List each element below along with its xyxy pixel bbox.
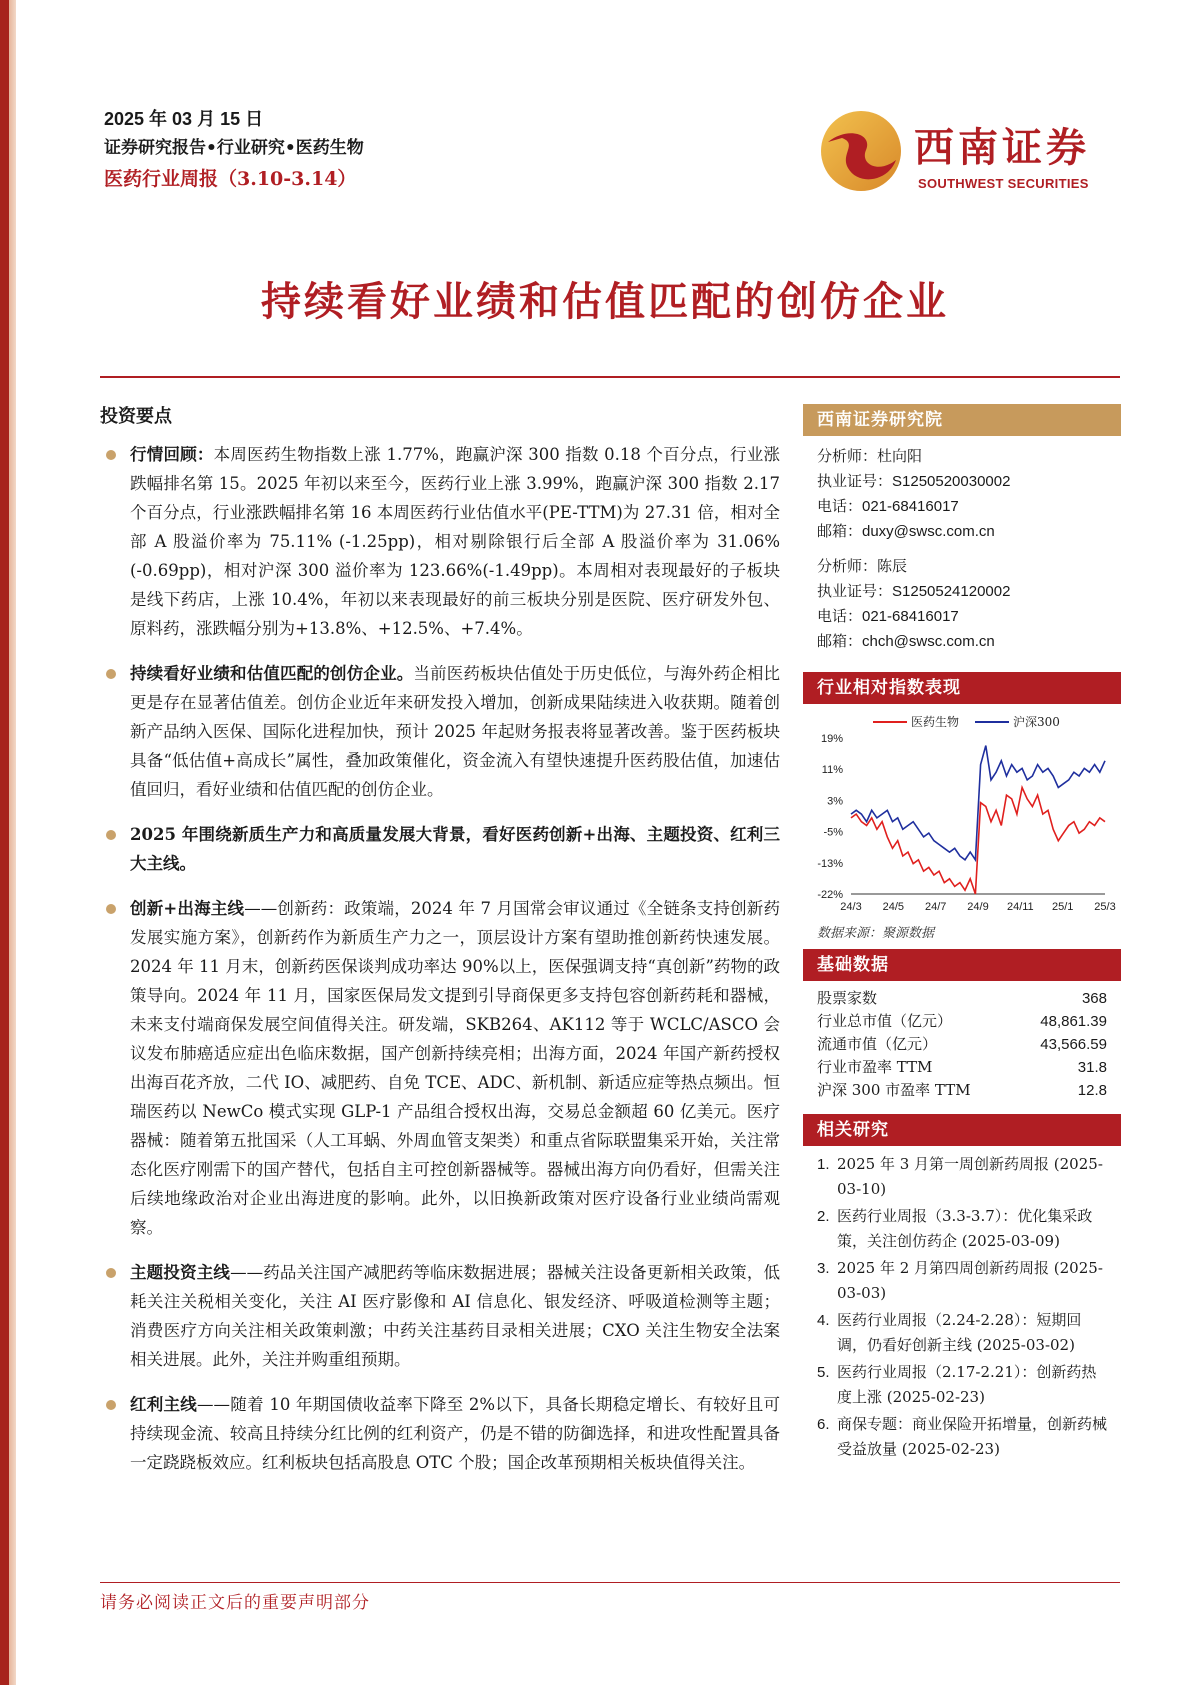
legend-label: 沪深300 [1013,715,1060,729]
y-tick-label: 3% [827,795,843,808]
stat-label: 股票家数 [817,989,878,1007]
research-num: 4. [817,1312,830,1329]
related-research-header: 相关研究 [803,1114,1121,1146]
bullet-head: 主题投资主线 [130,1263,231,1282]
y-tick-label: -13% [817,857,843,870]
basic-data-table [803,981,1121,1108]
logo-text-en: SOUTHWEST SECURITIES [918,176,1089,191]
analyst-phone: 电话：021-68416017 [817,498,959,515]
stat-row [817,1056,1107,1079]
report-series: 医药行业周报（3.10-3.14） [104,168,357,190]
chart-source: 数据来源：聚源数据 [817,926,935,941]
stat-row [817,987,1107,1010]
report-header [104,105,364,195]
research-link[interactable] [817,1204,1111,1254]
stat-row [817,1079,1107,1102]
bullet-dot-icon [106,1400,116,1410]
analyst-cert: 执业证号：S1250524120002 [817,583,1011,600]
x-tick-label: 24/5 [882,901,905,913]
index-chart [803,704,1121,918]
stat-label: 沪深 300 市盈率 TTM [817,1081,971,1099]
research-title: 商保专题：商业保险开拓增量，创新药械受益放量 (2025-02-23) [837,1415,1108,1458]
research-title: 2025 年 2 月第四周创新药周报 (2025-03-03) [837,1259,1103,1302]
bullet-dot-icon [106,450,116,460]
stat-label: 行业市盈率 TTM [817,1058,933,1076]
research-link[interactable] [817,1256,1111,1306]
footer-divider [100,1582,1120,1583]
stat-label: 流通市值（亿元） [817,1035,938,1053]
stat-value: 12.8 [1077,1082,1107,1099]
research-num: 5. [817,1364,830,1381]
x-tick-label: 24/9 [967,901,989,913]
bullet-market-review [100,440,780,643]
stat-row [817,1010,1107,1033]
x-tick-label: 24/7 [924,901,947,913]
left-edge-stripe [0,0,16,1685]
analyst-name: 分析师：陈辰 [817,557,908,575]
x-tick-label: 25/1 [1051,901,1074,913]
sidebar [803,404,1121,1464]
logo-mark-icon [818,108,904,194]
analyst-name: 分析师：杜向阳 [817,447,923,465]
y-tick-label: 11% [821,764,843,777]
research-title: 医药行业周报（2.24-2.28）：短期回调，仍看好创新主线 (2025-03-02) [837,1311,1082,1354]
analyst-email[interactable]: 邮箱：duxy@swsc.com.cn [817,523,995,540]
report-title: 持续看好业绩和估值匹配的创仿企业 [261,278,949,325]
analyst-email[interactable]: 邮箱：chch@swsc.com.cn [817,633,995,650]
basic-data-header: 基础数据 [803,949,1121,981]
analyst-info [803,436,1121,660]
research-title: 2025 年 3 月第一周创新药周报 (2025-03-10) [837,1155,1103,1198]
research-num: 1. [817,1156,830,1173]
research-num: 6. [817,1416,830,1433]
bullet-body: 本周医药生物指数上涨 1.77%，跑赢沪深 300 指数 0.18 个百分点，行业涨跌幅排名第 15。2025 年初以来至今，医药行业上涨 3.99%，跑赢沪深 300 指数 2.17 个百分点，行业涨跌幅排名第 16 本周医药行业估值水平(PE-TTM)为 27.31 倍，相对全部 A 股溢价率为 75.11% (-1.25pp)，相对剔除银行后全部 A 股溢价率为 31.06%(-0.69pp)，相对沪深 300 溢价率为 123.66%(-1.49pp)。本周相对表现最好的子板块是线下药店，上涨 10.4%，年初以来表现最好的前三板块分别是医院、医疗研发外包、原料药，涨跌幅分别为+13.8%、+12.5%、+7.4%。 [130,445,781,638]
research-link[interactable] [817,1360,1111,1410]
stat-value: 31.8 [1077,1059,1107,1076]
bullet-dividend [100,1390,780,1477]
report-type: 证券研究报告•行业研究•医药生物 [104,138,364,158]
research-link[interactable] [817,1308,1111,1358]
bullet-body: 当前医药板块估值处于历史低位，与海外药企相比更是存在显著估值差。创仿企业近年来研发投入增加，创新成果陆续进入收获期。随着创新产品纳入医保、国际化进程加快，预计 2025 年起财务报表将显著改善。鉴于医药板块具备“低估值+高成长”属性，叠加政策催化，资金流入有望快速提升医药股估值，加速估值回归，看好业绩和估值匹配的创仿企业。 [130,664,781,799]
relative-index-chart [803,708,1121,918]
y-tick-label: -5% [823,826,843,839]
title-divider [100,376,1120,378]
bullet-head: 持续看好业绩和估值匹配的创仿企业。 [130,664,414,683]
y-tick-label: -22% [817,889,843,901]
bullet-theme-investing [100,1258,780,1374]
research-num: 3. [817,1260,830,1277]
bullet-dot-icon [106,830,116,840]
stat-value: 43,566.59 [1040,1036,1107,1053]
analyst-phone: 电话：021-68416017 [817,608,959,625]
bullet-body: ——药品关注国产减肥药等临床数据进展；器械关注设备更新相关政策，低耗关注关税相关变化，关注 AI 医疗影像和 AI 信息化、银发经济、呼吸道检测等主题；消费医疗方向关注相关政策刺激；中药关注基药目录相关进展；CXO 关注生物安全法案相关进展。此外，关注并购重组预期。 [130,1263,781,1369]
bullet-dot-icon [106,904,116,914]
index-performance-header: 行业相对指数表现 [803,672,1121,704]
bullet-body: ——随着 10 年期国债收益率下降至 2%以下，具备长期稳定增长、有较好且可持续现金流、较高且持续分红比例的红利资产，仍是不错的防御选择，和进攻性配置具备一定跷跷板效应。红利板块包括高股息 OTC 个股；国企改革预期相关板块值得关注。 [130,1395,781,1472]
bullet-innovative-generic [100,659,780,804]
research-title: 医药行业周报（2.17-2.21）：创新药热度上涨 (2025-02-23) [837,1363,1097,1406]
related-research-list [803,1146,1121,1462]
bullet-dot-icon [106,1268,116,1278]
bullet-innovation-overseas [100,894,780,1242]
bullet-body: ——创新药：政策端，2024 年 7 月国常会审议通过《全链条支持创新药发展实施方案》，创新药作为新质生产力之一，顶层设计方案有望助推创新药快速发展。2024 年 11 月末，创新药医保谈判成功率达 90%以上，医保强调支持“真创新”药物的政策导向。2024 年 11 月，国家医保局发文提到引导商保更多支持包容创新药耗和器械，未来支付端商保发展空间值得关注。研发端，SKB264、AK112 等于 WCLC/ASCO 会议发布肺癌适应症出色临床数据，国产创新持续亮相；出海方面，2024 年国产新药授权出海百花齐放，二代 IO、减肥药、自免 TCE、ADC、新机制、新适应症等热点频出。恒瑞医药以 NewCo 模式实现 GLP-1 产品组合授权出海，交易总金额超 60 亿美元。医疗器械：随着第五批国采（人工耳蜗、外周血管支架类）和重点省际联盟集采开始，关注常态化医疗刚需下的国产替代，包括自主可控创新器械等。器械出海方向仍看好，但需关注后续地缘政治对企业出海进度的影响。此外，以旧换新政策对医疗设备行业业绩尚需观察。 [130,899,780,1237]
bullet-three-themes [100,820,780,878]
stat-row [817,1033,1107,1056]
institute-header: 西南证券研究院 [803,404,1121,436]
investment-heading: 投资要点 [100,406,172,427]
report-date: 2025 年 03 月 15 日 [104,109,264,129]
bullet-head: 创新+出海主线 [130,899,245,918]
research-link[interactable] [817,1152,1111,1202]
research-num: 2. [817,1208,830,1225]
stat-value: 48,861.39 [1040,1013,1107,1030]
stat-label: 行业总市值（亿元） [817,1012,953,1030]
x-tick-label: 24/3 [840,901,862,913]
company-logo [818,108,1108,200]
legend-label: 医药生物 [911,715,960,729]
disclaimer-note: 请务必阅读正文后的重要声明部分 [100,1593,370,1613]
logo-text-cn: 西南证券 [914,124,1090,171]
y-tick-label: 19% [820,733,843,745]
bullet-head: 2025 年围绕新质生产力和高质量发展大背景，看好医药创新+出海、主题投资、红利三大主线。 [130,825,780,873]
stat-value: 368 [1081,990,1107,1007]
x-tick-label: 24/11 [1006,901,1034,913]
investment-highlights [100,402,780,1493]
bullet-head: 行情回顾： [130,445,214,464]
research-link[interactable] [817,1412,1111,1462]
research-title: 医药行业周报（3.3-3.7）：优化集采政策，关注创仿药企 (2025-03-09) [837,1207,1093,1250]
bullet-dot-icon [106,669,116,679]
x-tick-label: 25/3 [1094,901,1116,913]
bullet-head: 红利主线 [130,1395,198,1414]
analyst-cert: 执业证号：S1250520030002 [817,473,1011,490]
